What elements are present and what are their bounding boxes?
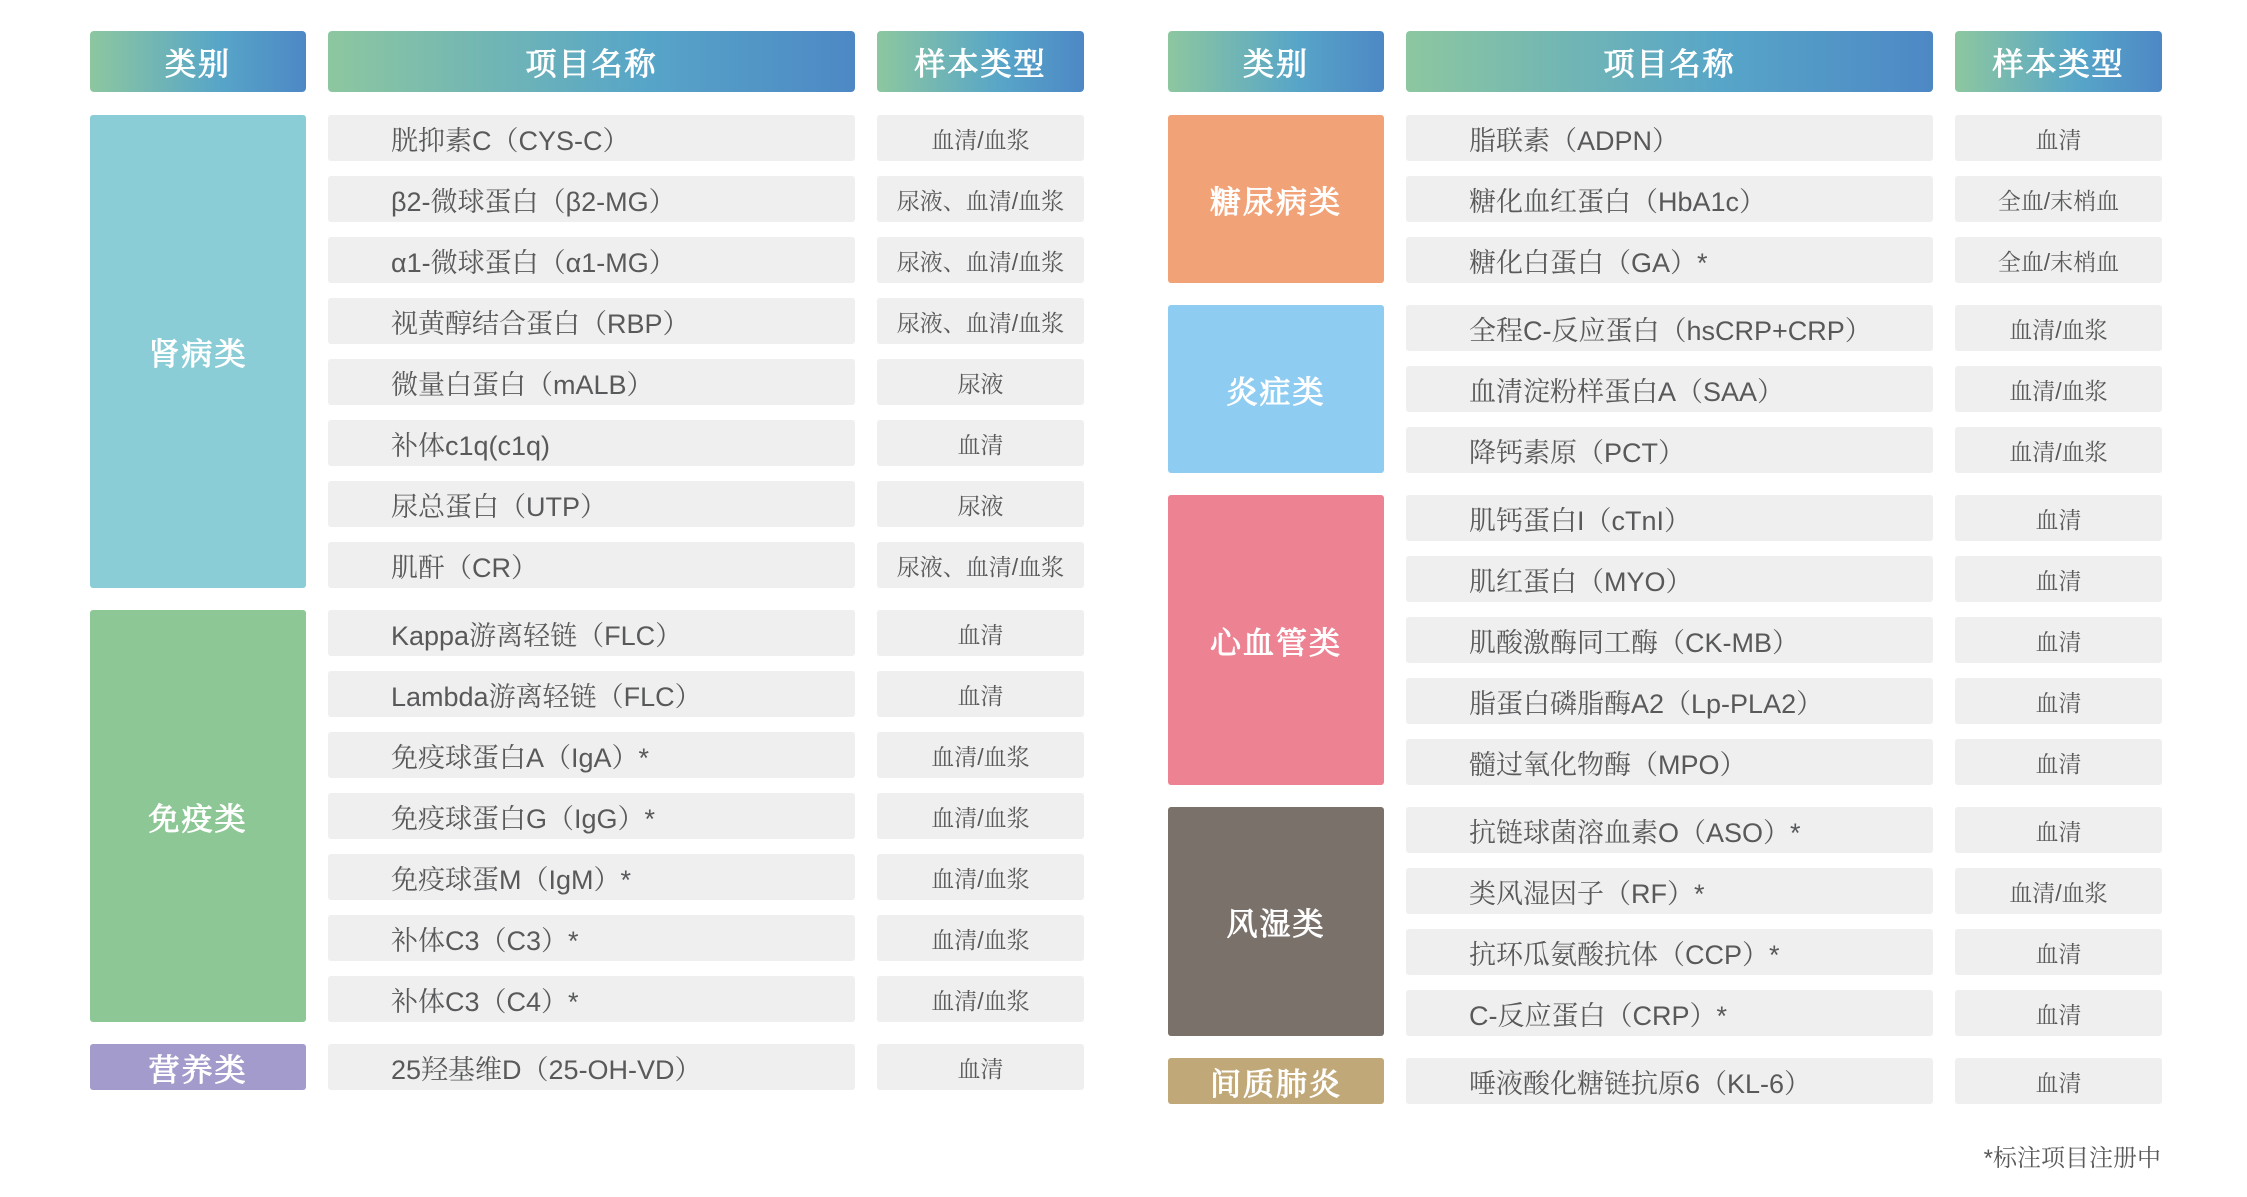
assay-item: 免疫球蛋白G（IgG）* xyxy=(328,793,855,839)
sample-type: 血清/血浆 xyxy=(877,915,1084,961)
sample-type: 尿液 xyxy=(877,481,1084,527)
assay-item: β2-微球蛋白（β2-MG） xyxy=(328,176,855,222)
category-cell-nutrition: 营养类 xyxy=(90,1044,306,1090)
sample-type: 血清 xyxy=(1955,739,2162,785)
sample-type: 尿液、血清/血浆 xyxy=(877,176,1084,222)
sample-type: 血清/血浆 xyxy=(877,115,1084,161)
items-column xyxy=(1406,115,1933,283)
items-column xyxy=(328,1044,855,1090)
category-cell-interstitial-pneumonia: 间质肺炎 xyxy=(1168,1058,1384,1104)
category-cell-diabetes: 糖尿病类 xyxy=(1168,115,1384,283)
assay-item: Kappa游离轻链（FLC） xyxy=(328,610,855,656)
samples-column xyxy=(877,1044,1084,1090)
samples-column xyxy=(1955,1058,2162,1104)
column-header-category: 类别 xyxy=(1168,31,1384,92)
table-header-row xyxy=(90,31,1084,92)
assay-item: 尿总蛋白（UTP） xyxy=(328,481,855,527)
samples-column xyxy=(1955,495,2162,785)
column-header-name: 项目名称 xyxy=(1406,31,1933,92)
sample-type: 血清 xyxy=(1955,556,2162,602)
footnote: *标注项目注册中 xyxy=(1983,1145,2161,1172)
assay-item: 微量白蛋白（mALB） xyxy=(328,359,855,405)
assay-item: 免疫球蛋M（IgM）* xyxy=(328,854,855,900)
table-groups xyxy=(1168,115,2162,1104)
assay-item: 脂联素（ADPN） xyxy=(1406,115,1933,161)
assay-item: 视黄醇结合蛋白（RBP） xyxy=(328,298,855,344)
sample-type: 尿液、血清/血浆 xyxy=(877,298,1084,344)
sample-type: 全血/末梢血 xyxy=(1955,176,2162,222)
category-group xyxy=(90,610,1084,1022)
category-group xyxy=(90,1044,1084,1090)
sample-type: 血清 xyxy=(877,610,1084,656)
category-group xyxy=(1168,115,2162,283)
sample-type: 血清 xyxy=(877,1044,1084,1090)
sample-type: 血清/血浆 xyxy=(877,732,1084,778)
samples-column xyxy=(1955,115,2162,283)
category-group xyxy=(90,115,1084,588)
column-header-sample: 样本类型 xyxy=(877,31,1084,92)
sample-type: 血清 xyxy=(877,420,1084,466)
assay-item: 补体c1q(c1q) xyxy=(328,420,855,466)
assay-item: α1-微球蛋白（α1-MG） xyxy=(328,237,855,283)
category-group xyxy=(1168,495,2162,785)
assay-item: 25羟基维D（25-OH-VD） xyxy=(328,1044,855,1090)
sample-type: 血清 xyxy=(1955,929,2162,975)
items-column xyxy=(328,115,855,588)
items-column xyxy=(1406,1058,1933,1104)
sample-type: 血清 xyxy=(1955,990,2162,1036)
sample-type: 血清/血浆 xyxy=(1955,427,2162,473)
assay-item: 唾液酸化糖链抗原6（KL-6） xyxy=(1406,1058,1933,1104)
category-cell-kidney: 肾病类 xyxy=(90,115,306,588)
samples-column xyxy=(877,610,1084,1022)
sample-type: 血清/血浆 xyxy=(1955,305,2162,351)
assay-item: 血清淀粉样蛋白A（SAA） xyxy=(1406,366,1933,412)
assay-item: 全程C-反应蛋白（hsCRP+CRP） xyxy=(1406,305,1933,351)
assay-item: 肌钙蛋白I（cTnI） xyxy=(1406,495,1933,541)
samples-column xyxy=(1955,305,2162,473)
assay-item: Lambda游离轻链（FLC） xyxy=(328,671,855,717)
assay-item: 脂蛋白磷脂酶A2（Lp-PLA2） xyxy=(1406,678,1933,724)
assay-item: 糖化白蛋白（GA）* xyxy=(1406,237,1933,283)
category-cell-cardiovascular: 心血管类 xyxy=(1168,495,1384,785)
sample-type: 血清/血浆 xyxy=(1955,868,2162,914)
items-column xyxy=(1406,305,1933,473)
category-cell-immunity: 免疫类 xyxy=(90,610,306,1022)
sample-type: 血清/血浆 xyxy=(877,793,1084,839)
sample-type: 全血/末梢血 xyxy=(1955,237,2162,283)
sample-type: 血清/血浆 xyxy=(1955,366,2162,412)
samples-column xyxy=(877,115,1084,588)
items-column xyxy=(328,610,855,1022)
category-group xyxy=(1168,305,2162,473)
category-group xyxy=(1168,807,2162,1036)
assay-item: 肌酐（CR） xyxy=(328,542,855,588)
assay-item: 胱抑素C（CYS-C） xyxy=(328,115,855,161)
column-header-category: 类别 xyxy=(90,31,306,92)
sample-type: 血清/血浆 xyxy=(877,854,1084,900)
sample-type: 血清 xyxy=(1955,678,2162,724)
assay-item: 降钙素原（PCT） xyxy=(1406,427,1933,473)
column-header-name: 项目名称 xyxy=(328,31,855,92)
assay-item: 免疫球蛋白A（IgA）* xyxy=(328,732,855,778)
items-column xyxy=(1406,495,1933,785)
sample-type: 血清 xyxy=(1955,115,2162,161)
table-header-row xyxy=(1168,31,2162,92)
sample-type: 血清 xyxy=(1955,617,2162,663)
category-cell-rheumatism: 风湿类 xyxy=(1168,807,1384,1036)
sample-type: 尿液 xyxy=(877,359,1084,405)
samples-column xyxy=(1955,807,2162,1036)
table-groups xyxy=(90,115,1084,1090)
items-column xyxy=(1406,807,1933,1036)
assay-table xyxy=(1168,31,2162,1126)
sample-type: 血清 xyxy=(877,671,1084,717)
category-group xyxy=(1168,1058,2162,1104)
sample-type: 尿液、血清/血浆 xyxy=(877,237,1084,283)
assay-item: C-反应蛋白（CRP）* xyxy=(1406,990,1933,1036)
column-header-sample: 样本类型 xyxy=(1955,31,2162,92)
assay-item: 肌红蛋白（MYO） xyxy=(1406,556,1933,602)
sample-type: 尿液、血清/血浆 xyxy=(877,542,1084,588)
assay-item: 补体C3（C3）* xyxy=(328,915,855,961)
assay-item: 抗链球菌溶血素O（ASO）* xyxy=(1406,807,1933,853)
assay-item: 抗环瓜氨酸抗体（CCP）* xyxy=(1406,929,1933,975)
assay-item: 髓过氧化物酶（MPO） xyxy=(1406,739,1933,785)
sample-type: 血清 xyxy=(1955,495,2162,541)
sample-type: 血清/血浆 xyxy=(877,976,1084,1022)
category-cell-inflammation: 炎症类 xyxy=(1168,305,1384,473)
assay-item: 肌酸激酶同工酶（CK-MB） xyxy=(1406,617,1933,663)
sample-type: 血清 xyxy=(1955,807,2162,853)
assay-table xyxy=(90,31,1084,1112)
assay-item: 糖化血红蛋白（HbA1c） xyxy=(1406,176,1933,222)
sample-type: 血清 xyxy=(1955,1058,2162,1104)
assay-item: 补体C3（C4）* xyxy=(328,976,855,1022)
assay-item: 类风湿因子（RF）* xyxy=(1406,868,1933,914)
